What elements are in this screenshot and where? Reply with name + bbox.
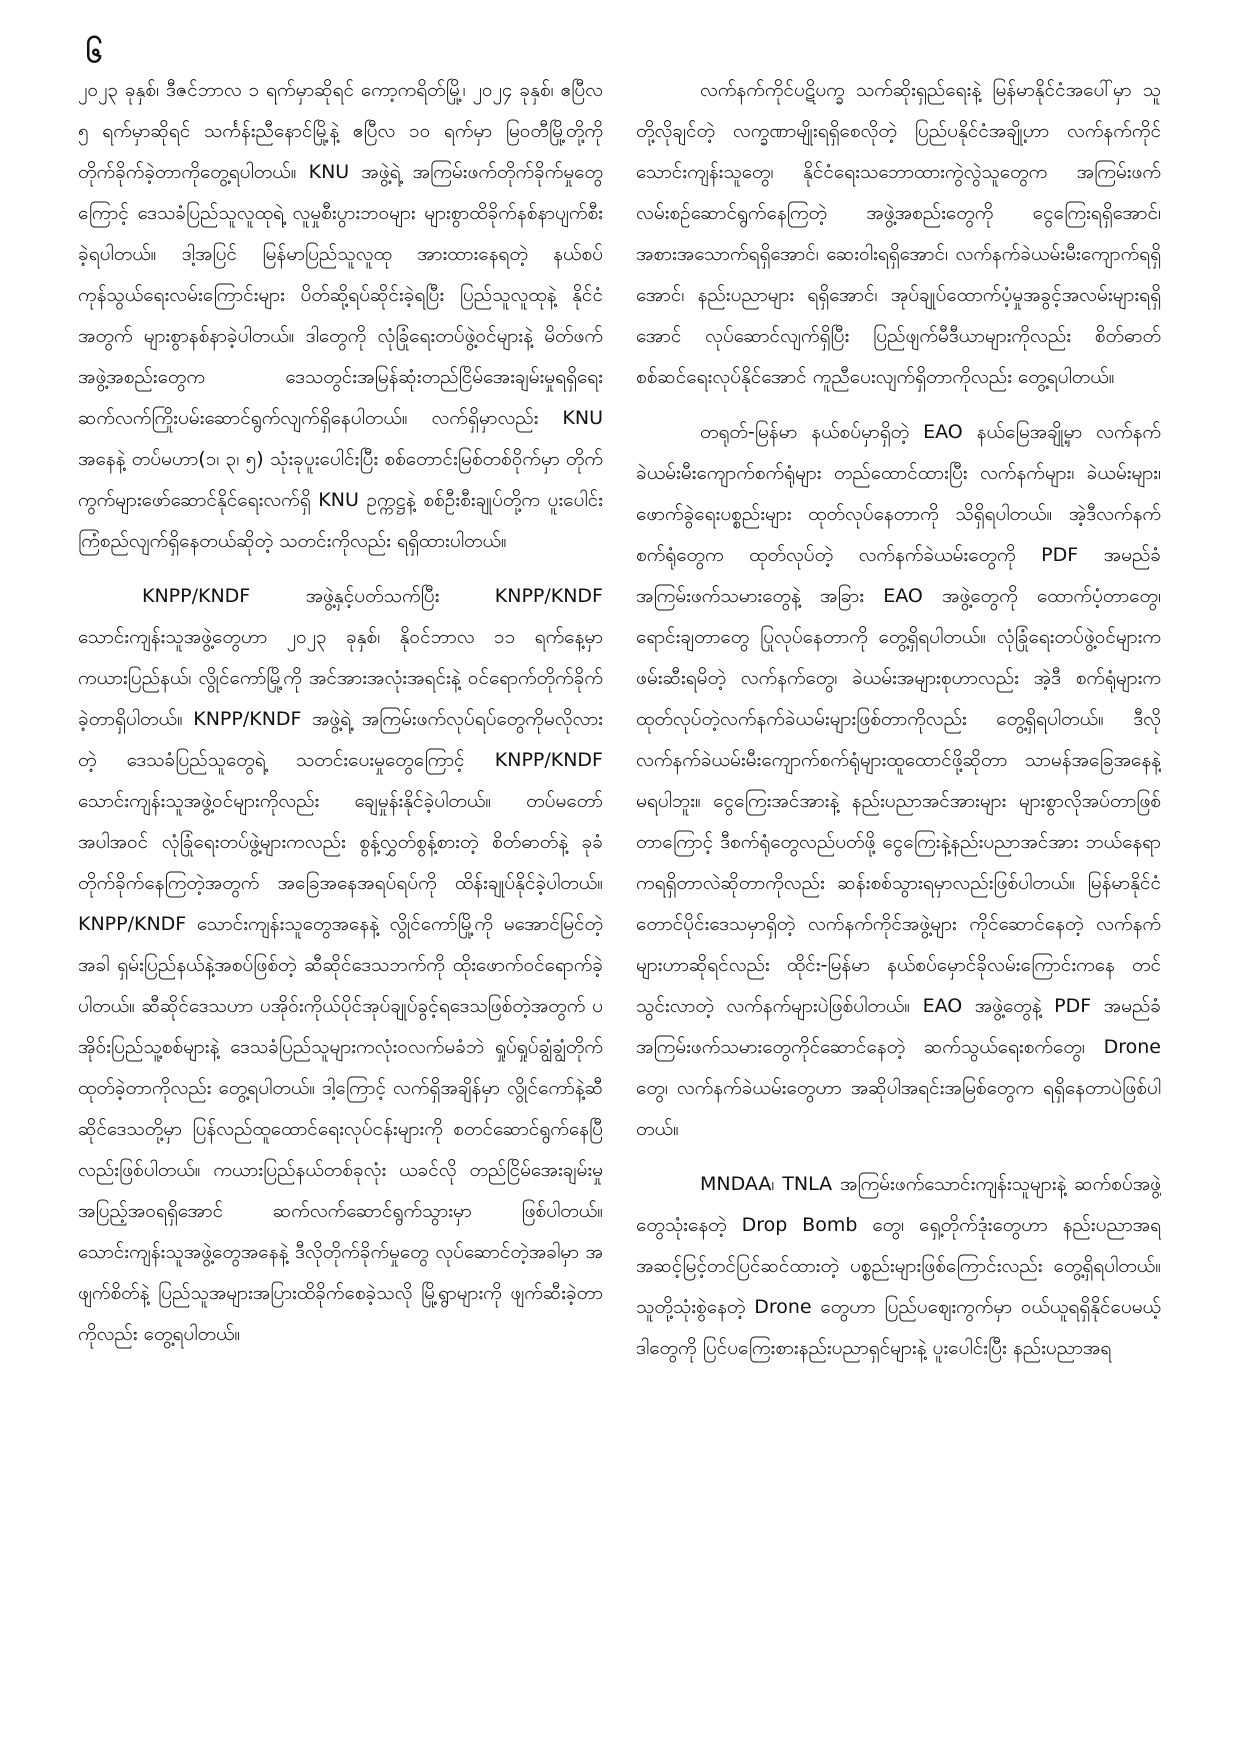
right-column	[636, 70, 1161, 1730]
paragraph: တရုတ်-မြန်မာ နယ်စပ်မှာရှိတဲ့ EAO နယ်မြေအချို့မှာ လက်နက်ခဲယမ်းမီးကျောက်စက်ရုံများ တည်ထောင်ထားပြီး လက်နက်များ၊ ခဲယမ်းများ၊ ဖောက်ခွဲရေးပစ္စည်းများ ထုတ်လုပ်နေတာကို သိရှိရပါတယ်။ အဲ့ဒီလက်နက်စက်ရုံတွေက ထုတ်လုပ်တဲ့ လက်နက်ခဲယမ်းတွေကို PDF အမည်ခံအကြမ်းဖက်သမားတွေနဲ့ အခြား EAO အဖွဲ့တွေကို ထောက်ပံ့တာတွေ၊ ရောင်းချတာတွေ ပြုလုပ်နေတာကို တွေ့ရှိရပါတယ်။ လုံခြုံရေးတပ်ဖွဲ့ဝင်များက ဖမ်းဆီးရမိတဲ့ လက်နက်တွေ၊ ခဲယမ်းအများစုဟာလည်း အဲ့ဒီ စက်ရုံများက ထုတ်လုပ်တဲ့လက်နက်ခဲယမ်းများဖြစ်တာကိုလည်း တွေ့ရှိရပါတယ်။ ဒီလိုလက်နက်ခဲယမ်းမီးကျောက်စက်ရုံများထူထောင်ဖို့ဆိုတာ သာမန်အခြေအနေနဲ့ မရပါဘူး။ ငွေကြေးအင်အားနဲ့ နည်းပညာအင်အားများ များစွာလိုအပ်တာဖြစ်တာကြောင့် ဒီစက်ရုံတွေလည်ပတ်ဖို့ ငွေကြေးနဲ့နည်းပညာအင်အား ဘယ်နေရာကရရှိတာလဲဆိုတာကိုလည်း ဆန်းစစ်သွားရမှာလည်းဖြစ်ပါတယ်။ မြန်မာနိုင်ငံတောင်ပိုင်းဒေသမှာရှိတဲ့ လက်နက်ကိုင်အဖွဲ့များ ကိုင်ဆောင်နေတဲ့ လက်နက်များဟာဆိုရင်လည်း ထိုင်း-မြန်မာ နယ်စပ်မှောင်ခိုလမ်းကြောင်းကနေ တင်သွင်းလာတဲ့ လက်နက်များပဲဖြစ်ပါတယ်။ EAO အဖွဲ့တွေနဲ့ PDF အမည်ခံ အကြမ်းဖက်သမားတွေကိုင်ဆောင်နေတဲ့ ဆက်သွယ်ရေးစက်တွေ၊ Drone တွေ၊ လက်နက်ခဲယမ်းတွေဟာ အဆိုပါအရင်းအမြစ်တွေက ရရှိနေတာပဲဖြစ်ပါတယ်။	[636, 421, 1161, 1140]
page-number: ၆	[86, 35, 103, 70]
paragraph: လက်နက်ကိုင်ပဋိပက္ခ သက်ဆိုးရှည်ရေးနဲ့ မြန်မာနိုင်ငံအပေါ်မှာ သူတို့လိုချင်တဲ့ လက္ခဏာမျိုးရရှိစေလိုတဲ့ ပြည်ပနိုင်ငံအချို့ဟာ လက်နက်ကိုင်သောင်းကျန်းသူတွေ၊ နိုင်ငံရေးသဘောထားကွဲလွဲသူတွေက အကြမ်းဖက်လမ်းစဉ်ဆောင်ရွက်နေကြတဲ့ အဖွဲ့အစည်းတွေကို ငွေကြေးရရှိအောင်၊ အစားအသောက်ရရှိအောင်၊ ဆေးဝါးရရှိအောင်၊ လက်နက်ခဲယမ်းမီးကျောက်ရရှိအောင်၊ နည်းပညာများ ရရှိအောင်၊ အုပ်ချုပ်ထောက်ပံ့မှုအခွင့်အလမ်းများရရှိအောင် လုပ်ဆောင်လျက်ရှိပြီး ပြည်ဖျက်မီဒီယာများကိုလည်း စိတ်ဓာတ်စစ်ဆင်ရေးလုပ်နိုင်အောင် ကူညီပေးလျက်ရှိတာကိုလည်း တွေ့ရပါတယ်။	[636, 79, 1161, 388]
paragraph: KNPP/KNDF အဖွဲ့နှင့်ပတ်သက်ပြီး KNPP/KNDF သောင်းကျန်းသူအဖွဲ့တွေဟာ ၂၀၂၃ ခုနှစ်၊ နိုဝင်ဘာလ ၁၁ ရက်နေ့မှာ ကယားပြည်နယ်၊ လွိုင်ကော်မြို့ကို အင်အားအလုံးအရင်းနဲ့ ဝင်ရောက်တိုက်ခိုက်ခဲ့တာရှိပါတယ်။ KNPP/KNDF အဖွဲ့ရဲ့ အကြမ်းဖက်လုပ်ရပ်တွေကိုမလိုလားတဲ့ ဒေသခံပြည်သူတွေရဲ့ သတင်းပေးမှုတွေကြောင့် KNPP/KNDF သောင်းကျန်းသူအဖွဲ့ဝင်များကိုလည်း ချေမှုန်းနိုင်ခဲ့ပါတယ်။ တပ်မတော်အပါအဝင် လုံခြုံရေးတပ်ဖွဲ့များကလည်း စွန့်လွှတ်စွန့်စားတဲ့ စိတ်ဓာတ်နဲ့ ခုခံတိုက်ခိုက်နေကြတဲ့အတွက် အခြေအနေအရပ်ရပ်ကို ထိန်းချုပ်နိုင်ခဲ့ပါတယ်။ KNPP/KNDF သောင်းကျန်းသူတွေအနေနဲ့ လွိုင်ကော်မြို့ကို မအောင်မြင်တဲ့အခါ ရှမ်းပြည်နယ်နဲ့အစပ်ဖြစ်တဲ့ ဆီဆိုင်ဒေသဘက်ကို ထိုးဖောက်ဝင်ရောက်ခဲ့ပါတယ်။ ဆီဆိုင်ဒေသဟာ ပအိုဝ်းကိုယ်ပိုင်အုပ်ချုပ်ခွင့်ရဒေသဖြစ်တဲ့အတွက် ပအိုဝ်းပြည်သူ့စစ်များနဲ့ ဒေသခံပြည်သူများကလုံးဝလက်မခံဘဲ ရှုပ်ရှုပ်ချွံချွံတိုက်ထုတ်ခဲ့တာကိုလည်း တွေ့ရပါတယ်။ ဒါ့ကြောင့် လက်ရှိအချိန်မှာ လွိုင်ကော်နဲ့ဆီဆိုင်ဒေသတို့မှာ ပြန်လည်ထူထောင်ရေးလုပ်ငန်းများကို စတင်ဆောင်ရွက်နေပြီလည်းဖြစ်ပါတယ်။ ကယားပြည်နယ်တစ်ခုလုံး ယခင်လို တည်ငြိမ်အေးချမ်းမှုအပြည့်အဝရရှိအောင် ဆက်လက်ဆောင်ရွက်သွားမှာ ဖြစ်ပါတယ်။ သောင်းကျန်းသူအဖွဲ့တွေအနေနဲ့ ဒီလိုတိုက်ခိုက်မှုတွေ လုပ်ဆောင်တဲ့အခါမှာ အဖျက်စိတ်နဲ့ ပြည်သူအများအပြားထိခိုက်စေခဲ့သလို မြို့ရွာများကို ဖျက်ဆီးခဲ့တာကိုလည်း တွေ့ရပါတယ်။	[78, 585, 603, 1345]
paragraph: MNDAA၊ TNLA အကြမ်းဖက်သောင်းကျန်းသူများနဲ့ ဆက်စပ်အဖွဲ့တွေသုံးနေတဲ့ Drop Bomb တွေ၊ ရှေ့တိုက်ဒုံးတွေဟာ နည်းပညာအရ အဆင့်မြင့်တင်ပြင်ဆင်ထားတဲ့ ပစ္စည်းများဖြစ်ကြောင်းလည်း တွေ့ရှိရပါတယ်။ သူတို့သုံးစွဲနေတဲ့ Drone တွေဟာ ပြည်ပဈေးကွက်မှာ ဝယ်ယူရရှိနိုင်ပေမယ့် ဒါတွေကို ပြင်ပကြေးစားနည်းပညာရှင်များနဲ့ ပူးပေါင်းပြီး နည်းပညာအရ	[636, 1173, 1161, 1359]
paragraph: ၂၀၂၃ ခုနှစ်၊ ဒီဇင်ဘာလ ၁ ရက်မှာဆိုရင် ကော့ကရိတ်မြို့၊ ၂၀၂၄ ခုနှစ်၊ ဧပြီလ ၅ ရက်မှာဆိုရင် သင်္ကန်းညီနောင်မြို့နဲ့ ဧပြီလ ၁၀ ရက်မှာ မြဝတီမြို့တို့ကို တိုက်ခိုက်ခဲ့တာကိုတွေ့ရပါတယ်။ KNU အဖွဲ့ရဲ့ အကြမ်းဖက်တိုက်ခိုက်မှုတွေကြောင့် ဒေသခံပြည်သူလူထုရဲ့ လူမှုစီးပွားဘဝများ များစွာထိခိုက်နစ်နာပျက်စီးခဲ့ရပါတယ်။ ဒါ့အပြင် မြန်မာပြည်သူလူထု အားထားနေရတဲ့ နယ်စပ်ကုန်သွယ်ရေးလမ်းကြောင်းများ ပိတ်ဆို့ရပ်ဆိုင်းခဲ့ရပြီး ပြည်သူလူထုနဲ့ နိုင်ငံအတွက် များစွာနစ်နာခဲ့ပါတယ်။ ဒါတွေကို လုံခြုံရေးတပ်ဖွဲ့ဝင်များနဲ့ မိတ်ဖက်အဖွဲ့အစည်းတွေက ဒေသတွင်းအမြန်ဆုံးတည်ငြိမ်အေးချမ်းမှုရရှိရေး ဆက်လက်ကြိုးပမ်းဆောင်ရွက်လျက်ရှိနေပါတယ်။ လက်ရှိမှာလည်း KNU အနေနဲ့ တပ်မဟာ(၁၊ ၃၊ ၅) သုံးခုပူးပေါင်းပြီး စစ်တောင်းမြစ်တစ်ဝိုက်မှာ တိုက်ကွက်များဖော်ဆောင်နိုင်ရေးလက်ရှိ KNU ဥက္ကဋ္ဌနဲ့ စစ်ဦးစီးချုပ်တို့က ပူးပေါင်းကြံစည်လျက်ရှိနေတယ်ဆိုတဲ့ သတင်းကိုလည်း ရရှိထားပါတယ်။	[78, 79, 603, 552]
left-column	[78, 70, 603, 1730]
